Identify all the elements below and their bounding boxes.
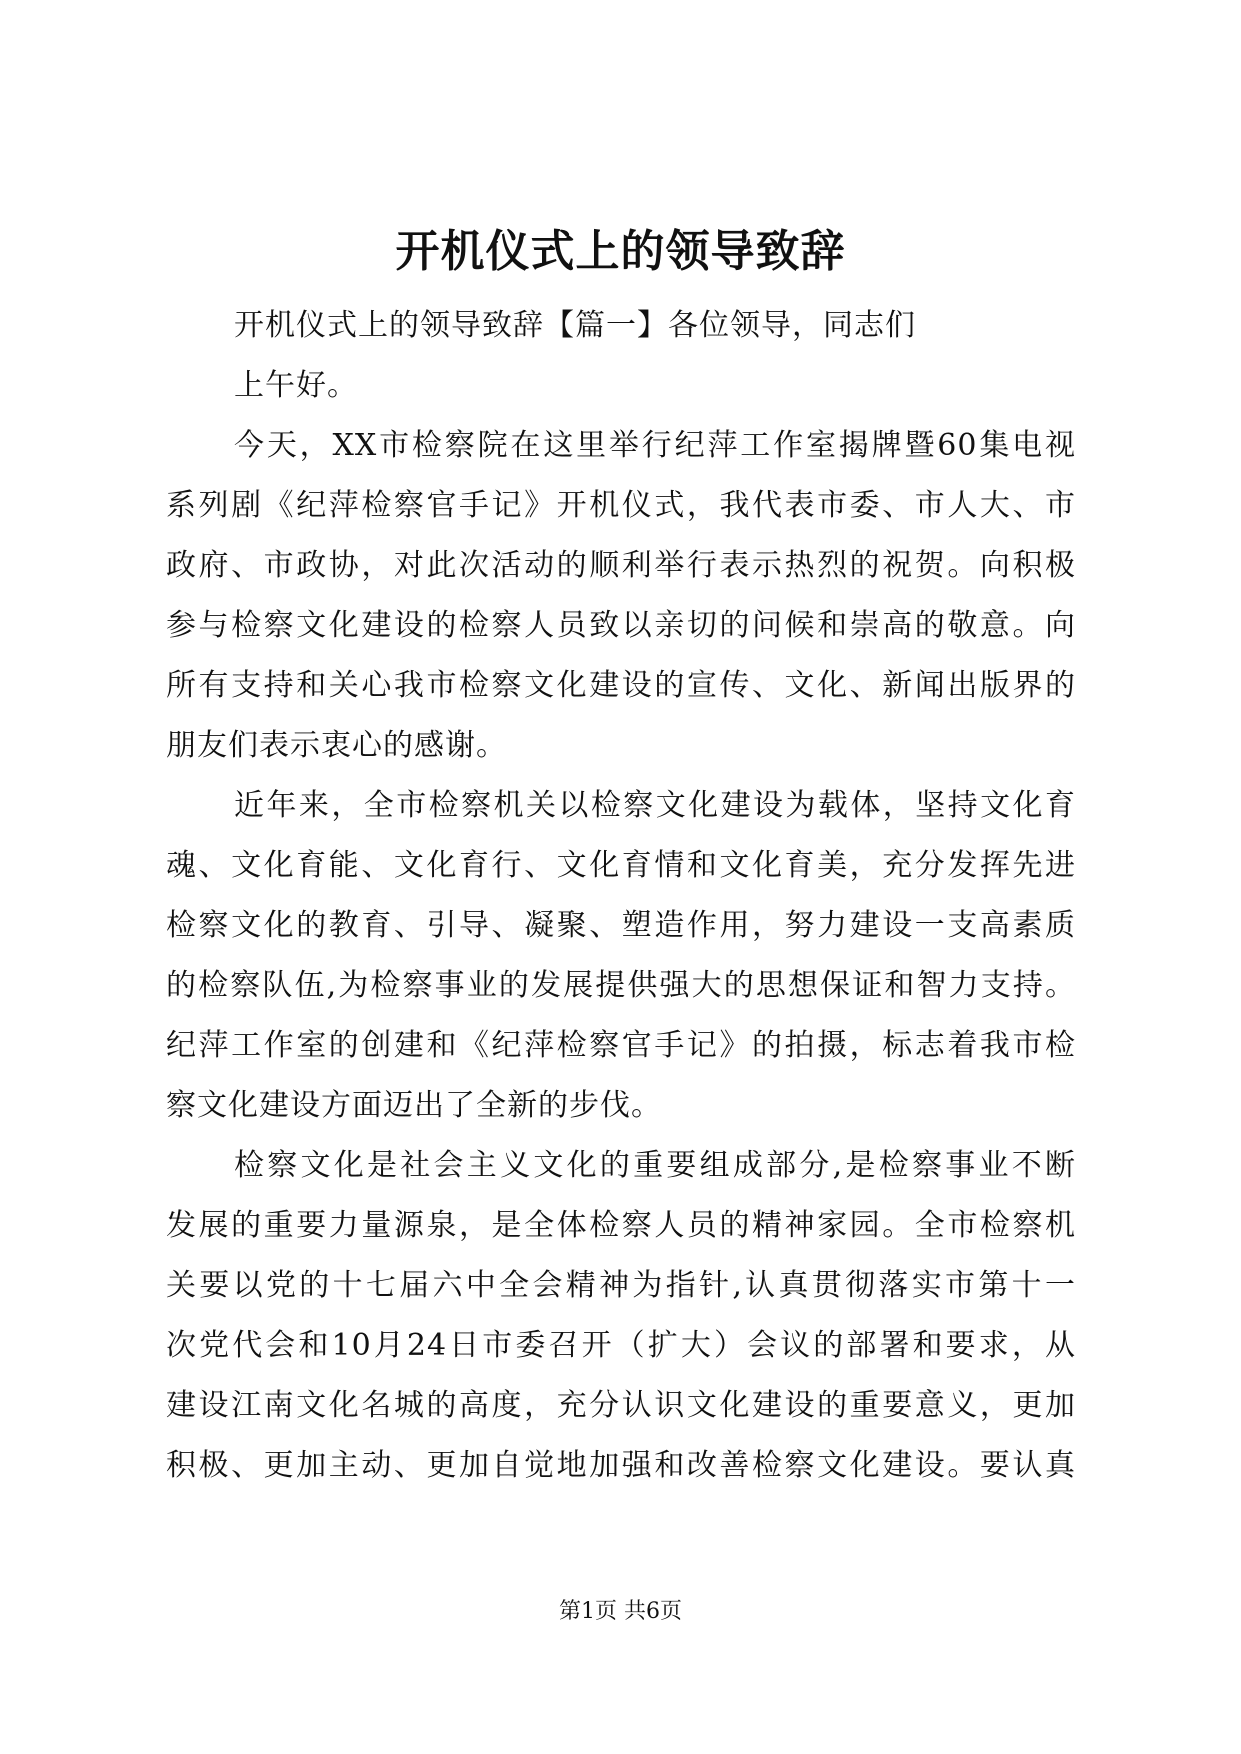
page-footer: 第1页 共6页 [559,1599,682,1624]
body-line: 关要以党的十七届六中全会精神为指针,认真贯彻落实市第十一 [166,1268,1076,1303]
document-body [166,296,1076,1496]
body-line: 察文化建设方面迈出了全新的步伐。 [166,1088,662,1123]
body-line: 发展的重要力量源泉，是全体检察人员的精神家园。全市检察机 [166,1208,1076,1243]
body-line: 积极、更加主动、更加自觉地加强和改善检察文化建设。要认真 [166,1448,1076,1483]
body-line: 系列剧《纪萍检察官手记》开机仪式，我代表市委、市人大、市 [166,488,1076,523]
body-line: 纪萍工作室的创建和《纪萍检察官手记》的拍摄，标志着我市检 [166,1028,1076,1063]
body-line: 近年来，全市检察机关以检察文化建设为载体，坚持文化育 [234,788,1076,823]
body-line: 检察文化的教育、引导、凝聚、塑造作用，努力建设一支高素质 [166,908,1076,943]
body-line: 建设江南文化名城的高度，充分认识文化建设的重要意义，更加 [166,1388,1076,1423]
body-line: 检察文化是社会主义文化的重要组成部分,是检察事业不断 [234,1148,1076,1183]
body-line: 今天，XX市检察院在这里举行纪萍工作室揭牌暨60集电视 [234,428,1076,463]
body-line: 的检察队伍,为检察事业的发展提供强大的思想保证和智力支持。 [166,968,1076,1003]
body-line: 政府、市政协，对此次活动的顺利举行表示热烈的祝贺。向积极 [166,548,1076,583]
body-line: 开机仪式上的领导致辞【篇一】各位领导，同志们 [234,308,916,343]
document-title: 开机仪式上的领导致辞 [395,226,846,277]
body-line: 魂、文化育能、文化育行、文化育情和文化育美，充分发挥先进 [166,848,1076,883]
body-line: 参与检察文化建设的检察人员致以亲切的问候和崇高的敬意。向 [166,608,1076,643]
body-line: 所有支持和关心我市检察文化建设的宣传、文化、新闻出版界的 [166,668,1076,703]
body-line: 次党代会和10月24日市委召开（扩大）会议的部署和要求，从 [166,1328,1076,1363]
body-line: 朋友们表示衷心的感谢。 [166,728,507,763]
body-line: 上午好。 [234,368,358,403]
